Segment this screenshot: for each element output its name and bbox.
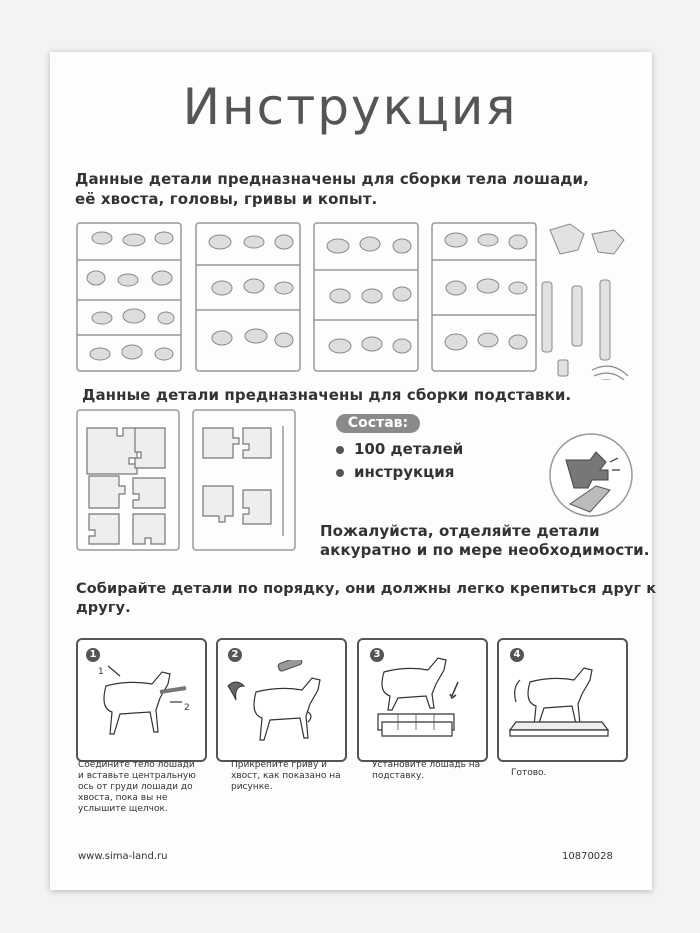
order-text: Собирайте детали по порядку, они должны легко крепиться друг к другу. bbox=[76, 581, 657, 616]
careful-line-2: аккуратно и по мере необходимости. bbox=[320, 541, 650, 559]
intro-line-1: Данные детали предназначены для сборки тела лошади, bbox=[75, 170, 589, 188]
intro-line-2: её хвоста, головы, гривы и копыт. bbox=[75, 190, 378, 208]
step-1-caption: Соедините тело лошади и вставьте центральную ось от груди лошади до хвоста, пока вы не услышите щелчок. bbox=[78, 760, 196, 814]
step-1-horse-illustration bbox=[86, 662, 196, 752]
step-3-caption: Установите лошадь на подставку. bbox=[372, 760, 481, 781]
step-2-horse-illustration bbox=[226, 660, 336, 752]
step-4-horse-illustration bbox=[508, 660, 618, 750]
step-1-mark-1: 1 bbox=[98, 667, 104, 677]
step-1-mark-2: 2 bbox=[184, 703, 190, 713]
horse-parts-sprues bbox=[72, 220, 632, 380]
step-3-horse-illustration bbox=[368, 652, 478, 748]
step-1-number: 1 bbox=[86, 648, 100, 662]
sostav-item-instruction: инструкция bbox=[336, 463, 454, 481]
cutter-illustration bbox=[548, 432, 634, 518]
stand-parts-text: Данные детали предназначены для сборки подставки. bbox=[82, 386, 572, 404]
careful-line-1: Пожалуйста, отделяйте детали bbox=[320, 522, 600, 540]
sostav-label: Состав: bbox=[336, 414, 420, 433]
step-2-number: 2 bbox=[228, 648, 242, 662]
step-4-caption: Готово. bbox=[511, 768, 547, 778]
footer-website: www.sima-land.ru bbox=[78, 851, 168, 862]
page-title: Инструкция bbox=[182, 78, 518, 136]
step-3-number: 3 bbox=[370, 648, 384, 662]
step-4-number: 4 bbox=[510, 648, 524, 662]
stand-parts-sprues bbox=[75, 406, 305, 556]
sostav-item-parts: 100 деталей bbox=[336, 440, 463, 458]
step-2-caption: Прикрепите гриву и хвост, как показано на рисунке. bbox=[231, 760, 341, 792]
footer-product-code: 10870028 bbox=[562, 851, 613, 862]
bullet-icon bbox=[336, 446, 344, 454]
bullet-icon bbox=[336, 469, 344, 477]
